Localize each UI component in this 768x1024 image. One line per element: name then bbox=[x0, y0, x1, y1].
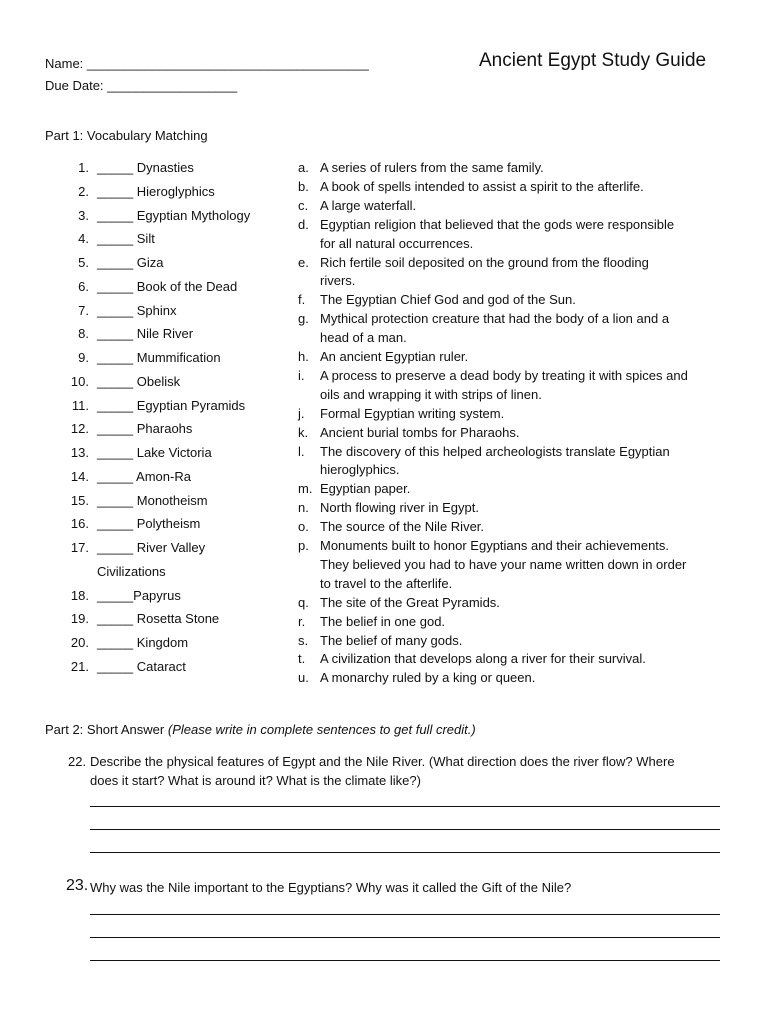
definition-letter: b. bbox=[298, 178, 309, 194]
vocab-term[interactable]: _____ River Valley bbox=[97, 540, 206, 555]
vocab-term[interactable]: _____ Monotheism bbox=[97, 492, 208, 508]
vocab-term-number: 17. bbox=[70, 540, 89, 555]
part1-heading: Part 1: Vocabulary Matching bbox=[45, 128, 208, 143]
vocab-term-number: 13. bbox=[70, 445, 89, 460]
vocab-term-number: 3. bbox=[78, 207, 89, 223]
q23-answer-line-1[interactable] bbox=[90, 914, 720, 915]
definition-text: The source of the Nile River. bbox=[320, 519, 485, 535]
vocab-term-number: 12. bbox=[70, 421, 89, 437]
definition-letter: q. bbox=[298, 594, 309, 610]
definition-text: The Egyptian Chief God and god of the Sun. bbox=[320, 292, 576, 308]
definition-letter: k. bbox=[298, 424, 309, 440]
vocab-term-number: 10. bbox=[70, 373, 89, 389]
definition-letter: o. bbox=[298, 519, 309, 535]
definition-letter: h. bbox=[298, 349, 309, 364]
definition-letter: g. bbox=[298, 311, 309, 327]
vocab-term[interactable]: _____ Mummification bbox=[97, 350, 221, 365]
vocab-term-number: 15. bbox=[70, 492, 89, 508]
definition-text: A large waterfall. bbox=[320, 197, 417, 213]
vocab-term-number: 9. bbox=[78, 350, 89, 365]
vocab-term-number: 7. bbox=[78, 302, 89, 318]
vocab-term[interactable]: _____ Rosetta Stone bbox=[97, 611, 220, 627]
definition-text: Ancient burial tombs for Pharaohs. bbox=[320, 424, 520, 440]
definition-text: The belief of many gods. bbox=[320, 632, 463, 648]
definition-text: rivers. bbox=[320, 273, 356, 289]
vocab-term[interactable]: _____ Cataract bbox=[97, 658, 186, 674]
definition-text: A civilization that develops along a river for their survival. bbox=[320, 651, 646, 667]
definition-letter: n. bbox=[298, 500, 309, 516]
vocab-term[interactable]: _____ Pharaohs bbox=[97, 421, 193, 437]
q23-number: 23. bbox=[66, 877, 89, 894]
definition-text: A series of rulers from the same family. bbox=[320, 160, 544, 175]
vocab-term[interactable]: _____ Giza bbox=[97, 255, 164, 270]
vocab-term[interactable]: _____ Polytheism bbox=[97, 516, 201, 532]
definition-letter: a. bbox=[298, 160, 309, 175]
part2-instruction: (Please write in complete sentences to get full credit.) bbox=[167, 722, 476, 737]
definition-letter: i. bbox=[298, 367, 305, 383]
name-field[interactable]: Name: _______________________________________ bbox=[45, 56, 369, 71]
page-title: Ancient Egypt Study Guide bbox=[479, 50, 707, 71]
vocab-term-number: 5. bbox=[78, 255, 89, 270]
q22-text-line1: Describe the physical features of Egypt and the Nile River. (What direction does the river flow? Where bbox=[90, 754, 675, 769]
definition-text: Formal Egyptian writing system. bbox=[320, 405, 505, 421]
vocab-term[interactable]: Civilizations bbox=[97, 563, 166, 579]
definition-text: oils and wrapping it with strips of linen. bbox=[320, 386, 542, 402]
vocab-term[interactable]: _____ Sphinx bbox=[97, 302, 177, 318]
definition-text: North flowing river in Egypt. bbox=[320, 500, 479, 516]
definition-text: hieroglyphics. bbox=[320, 462, 400, 478]
definition-text: head of a man. bbox=[320, 330, 407, 346]
definition-text: The belief in one god. bbox=[320, 613, 446, 629]
vocab-term-number: 18. bbox=[70, 587, 89, 603]
definition-text: An ancient Egyptian ruler. bbox=[320, 349, 469, 364]
definition-text: Mythical protection creature that had the body of a lion and a bbox=[320, 311, 670, 327]
vocab-term[interactable]: _____ Silt bbox=[97, 231, 155, 247]
definition-letter: r. bbox=[298, 613, 306, 629]
q22-number: 22. bbox=[68, 754, 87, 769]
vocab-term[interactable]: _____ Nile River bbox=[97, 326, 194, 342]
definition-text: A book of spells intended to assist a spirit to the afterlife. bbox=[320, 178, 644, 194]
part2-heading-label: Part 2: Short Answer bbox=[45, 722, 165, 737]
definition-text: They believed you had to have your name written down in order bbox=[320, 556, 687, 572]
vocab-term[interactable]: _____Papyrus bbox=[97, 587, 181, 603]
definition-letter: f. bbox=[298, 292, 306, 308]
vocab-term-number: 14. bbox=[70, 468, 89, 484]
vocab-term-number: 19. bbox=[70, 611, 89, 627]
vocab-term-number: 4. bbox=[78, 231, 89, 247]
definition-text: for all natural occurrences. bbox=[320, 235, 474, 251]
definition-letter: s. bbox=[298, 632, 309, 648]
vocab-term-number: 1. bbox=[78, 160, 89, 175]
definition-letter: l. bbox=[298, 443, 305, 459]
due-date-field[interactable]: Due Date: __________________ bbox=[45, 78, 238, 93]
q22-answer-line-3[interactable] bbox=[90, 852, 720, 853]
definition-text: The discovery of this helped archeologists translate Egyptian bbox=[320, 443, 670, 459]
vocab-term[interactable]: _____ Obelisk bbox=[97, 373, 181, 389]
vocab-term[interactable]: _____ Egyptian Mythology bbox=[97, 207, 251, 223]
vocab-term[interactable]: _____ Lake Victoria bbox=[97, 445, 212, 460]
q22-answer-line-2[interactable] bbox=[90, 829, 720, 830]
definition-text: Monuments built to honor Egyptians and their achievements. bbox=[320, 538, 670, 553]
definition-letter: t. bbox=[298, 651, 306, 667]
q23-answer-line-2[interactable] bbox=[90, 937, 720, 938]
definition-text: A process to preserve a dead body by treating it with spices and bbox=[320, 367, 688, 383]
vocab-term-number: 11. bbox=[71, 397, 89, 413]
definition-letter: d. bbox=[298, 216, 309, 232]
definition-letter: c. bbox=[298, 197, 309, 213]
definition-text: Egyptian religion that believed that the gods were responsible bbox=[320, 216, 675, 232]
q23-answer-line-3[interactable] bbox=[90, 960, 720, 961]
vocab-term[interactable]: _____ Dynasties bbox=[97, 160, 194, 175]
definition-text: to travel to the afterlife. bbox=[320, 575, 453, 591]
q22-text-line2: does it start? What is around it? What is the climate like?) bbox=[90, 773, 421, 788]
definition-letter: j. bbox=[298, 405, 305, 421]
definition-text: Rich fertile soil deposited on the ground from the flooding bbox=[320, 254, 649, 270]
definition-letter: e. bbox=[298, 254, 309, 270]
vocab-term[interactable]: _____ Egyptian Pyramids bbox=[97, 397, 246, 413]
vocab-term-number: 2. bbox=[78, 183, 89, 199]
vocab-term-number: 6. bbox=[78, 278, 89, 294]
q23-text: Why was the Nile important to the Egyptians? Why was it called the Gift of the Nile? bbox=[90, 880, 572, 895]
vocab-term-number: 8. bbox=[78, 326, 89, 342]
vocab-term-number: 21. bbox=[70, 658, 89, 674]
definition-letter: p. bbox=[298, 538, 309, 553]
vocab-term[interactable]: _____ Amon-Ra bbox=[97, 468, 191, 484]
definition-letter: u. bbox=[298, 670, 309, 686]
q22-answer-line-1[interactable] bbox=[90, 806, 720, 807]
vocab-term[interactable]: _____ Kingdom bbox=[97, 635, 189, 650]
definition-text: A monarchy ruled by a king or queen. bbox=[320, 670, 536, 686]
definition-text: The site of the Great Pyramids. bbox=[320, 594, 500, 610]
definition-text: Egyptian paper. bbox=[320, 481, 411, 497]
vocab-term[interactable]: _____ Hieroglyphics bbox=[97, 183, 215, 199]
definition-letter: m. bbox=[298, 481, 313, 497]
part2-heading bbox=[45, 722, 476, 737]
vocab-term-number: 16. bbox=[70, 516, 89, 532]
vocab-term-number: 20. bbox=[70, 635, 89, 650]
vocab-term[interactable]: _____ Book of the Dead bbox=[97, 278, 238, 294]
